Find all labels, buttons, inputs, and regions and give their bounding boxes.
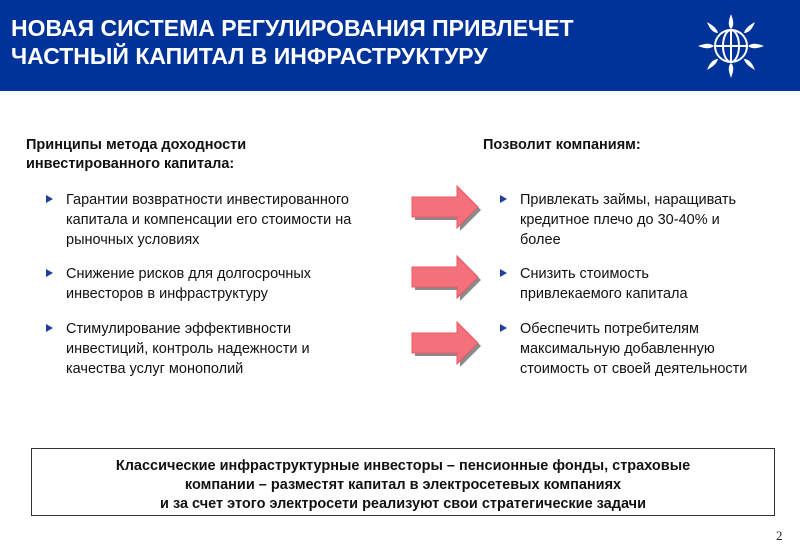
- page-number: 2: [776, 528, 783, 543]
- right-bullet-3-text: [520, 319, 747, 379]
- conclusion-line-2: компании – разместят капитал в электросетевых компаниях: [184, 477, 622, 493]
- conclusion-line-1: Классические инфраструктурные инвесторы – пенсионные фонды, страховые: [115, 458, 691, 474]
- conclusion-line-3: и за счет этого электросети реализуют свои стратегические задачи: [160, 496, 646, 512]
- left-bullet-1-line-1: Гарантии возвратности инвестированного: [66, 192, 349, 208]
- bullet-triangle-icon: [46, 195, 53, 203]
- right-bullet-3-line-2: максимальную добавленную: [520, 341, 715, 357]
- arrow-right-icon: [410, 320, 485, 370]
- arrow-right-icon: [410, 254, 485, 304]
- slide-title-line-1: НОВАЯ СИСТЕМА РЕГУЛИРОВАНИЯ ПРИВЛЕЧЕТ: [11, 15, 574, 41]
- slide-title-line-2: ЧАСТНЫЙ КАПИТАЛ В ИНФРАСТРУКТУРУ: [11, 43, 488, 69]
- right-column-heading: Позволит компаниям:: [483, 137, 641, 153]
- right-bullet-2-line-2: привлекаемого капитала: [520, 286, 688, 302]
- right-bullet-3-line-1: Обеспечить потребителям: [520, 321, 699, 337]
- right-bullet-2-line-1: Снизить стоимость: [520, 266, 649, 282]
- slide-title: [11, 14, 651, 70]
- right-bullet-1-line-2: кредитное плечо до 30-40% и: [520, 212, 720, 228]
- right-bullet-1-text: [520, 190, 736, 250]
- right-bullet-1-line-1: Привлекать займы, наращивать: [520, 192, 737, 208]
- left-bullet-3-line-3: качества услуг монополий: [66, 361, 244, 377]
- left-heading-line-2: инвестированного капитала:: [26, 156, 235, 172]
- left-bullet-3-line-1: Стимулирование эффективности: [66, 321, 292, 337]
- left-bullet-3-text: [66, 319, 310, 379]
- left-heading-line-1: Принципы метода доходности: [26, 137, 247, 153]
- bullet-triangle-icon: [46, 269, 53, 277]
- left-bullet-2-line-2: инвесторов в инфраструктуру: [66, 286, 268, 302]
- header-banner: [0, 0, 800, 91]
- left-column-heading: [26, 136, 356, 174]
- arrow-right-icon: [410, 184, 485, 234]
- left-bullet-1-line-2: капитала и компенсации его стоимости на: [66, 212, 352, 228]
- right-bullet-1-line-3: более: [520, 232, 561, 248]
- bullet-triangle-icon: [500, 324, 507, 332]
- bullet-triangle-icon: [46, 324, 53, 332]
- left-bullet-3-line-2: инвестиций, контроль надежности и: [66, 341, 310, 357]
- conclusion-box: [31, 448, 775, 516]
- right-bullet-2-text: [520, 264, 688, 304]
- company-emblem-icon: [696, 12, 766, 80]
- left-bullet-2-line-1: Снижение рисков для долгосрочных: [66, 266, 312, 282]
- right-bullet-3-line-3: стоимость от своей деятельности: [520, 361, 748, 377]
- left-bullet-2-text: [66, 264, 311, 304]
- bullet-triangle-icon: [500, 195, 507, 203]
- left-bullet-1-line-3: рыночных условиях: [66, 232, 200, 248]
- left-bullet-1-text: [66, 190, 351, 250]
- bullet-triangle-icon: [500, 269, 507, 277]
